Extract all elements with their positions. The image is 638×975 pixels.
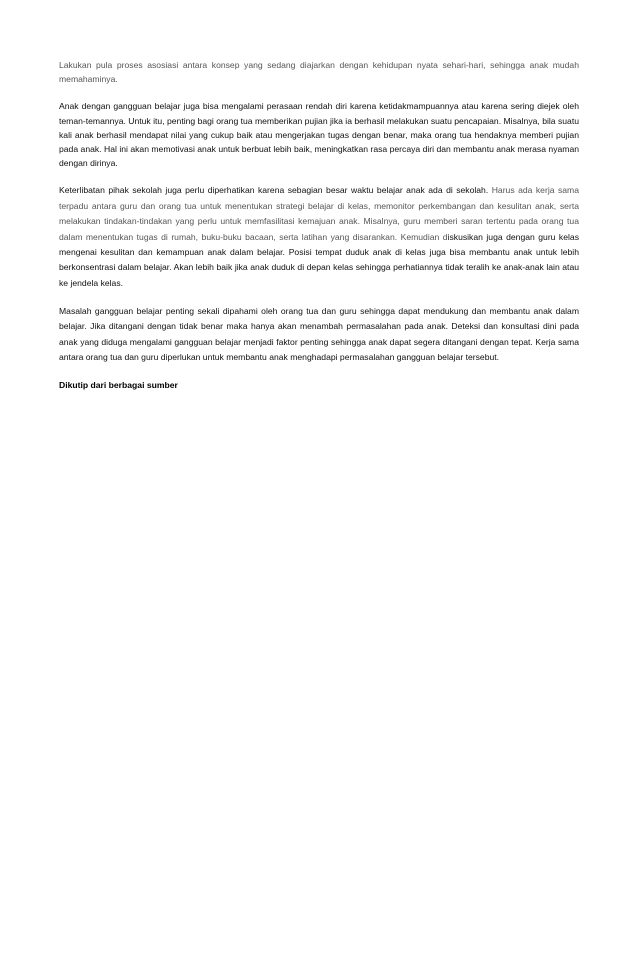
source-note: Dikutip dari berbagai sumber <box>59 380 178 391</box>
school-involvement-cooperation: Harus ada kerja sama terpadu antara guru dan orang tua untuk menentukan strategi belajar di kelas, memonitor perkembangan dan kesulitan anak, serta melakukan tindakan-tindakan yang perlu untuk memfasilitasi kemajuan anak. Misalnya, guru memberi saran tertentu pada orang tua dalam menentukan tugas di rumah, buku-buku bacaan, serta latihan yang disarankan. Kemudian d <box>59 185 579 242</box>
paragraph-association: Lakukan pula proses asosiasi antara konsep yang sedang diajarkan dengan kehidupan nyata sehari-hari, sehingga anak mudah memahaminya. <box>59 60 579 85</box>
paragraph-conclusion: Masalah gangguan belajar penting sekali dipahami oleh orang tua dan guru sehingga dapat mendukung dan membantu anak dalam belajar. Jika ditangani dengan tidak benar maka hanya akan menambah permasalahan pada anak. Deteksi dan konsultasi dini pada anak yang diduga mengalami gangguan belajar menjadi faktor penting sehingga anak dapat segera ditangani dengan tepat. Kerja sama antara orang tua dan guru diperlukan untuk membantu anak menghadapi permasalahan gangguan belajar tersebut. <box>59 306 579 362</box>
school-involvement-seating: iskusikan juga dengan guru kelas mengenai kesulitan dan kemampuan anak dalam belajar. Posisi tempat duduk anak di kelas juga bisa membantu anak untuk lebih berkonsentrasi dalam belajar. Akan lebih baik jika anak duduk di depan kelas sehingga perhatiannya tidak teralih ke anak-anak lain atau ke jendela kelas. <box>59 231 579 288</box>
paragraph-self-esteem: Anak dengan gangguan belajar juga bisa mengalami perasaan rendah diri karena ketidakmampuannya atau karena sering diejek oleh teman-temannya. Untuk itu, penting bagi orang tua memberikan pujian jika ia berhasil melakukan suatu pencapaian. Misalnya, bila suatu kali anak berhasil mendapat nilai yang cukup baik atau mengerjakan tugas dengan benar, maka orang tua hendaknya memberi pujian pada anak. Hal ini akan memotivasi anak untuk berbuat lebih baik, meningkatkan rasa percaya diri dan membantu anak merasa nyaman dengan dirinya. <box>59 101 579 169</box>
school-involvement-lead: Keterlibatan pihak sekolah juga perlu diperhatikan karena sebagian besar waktu belajar anak ada di sekolah. <box>59 185 492 196</box>
paragraph-school-involvement <box>59 183 579 291</box>
document-page <box>59 58 579 405</box>
